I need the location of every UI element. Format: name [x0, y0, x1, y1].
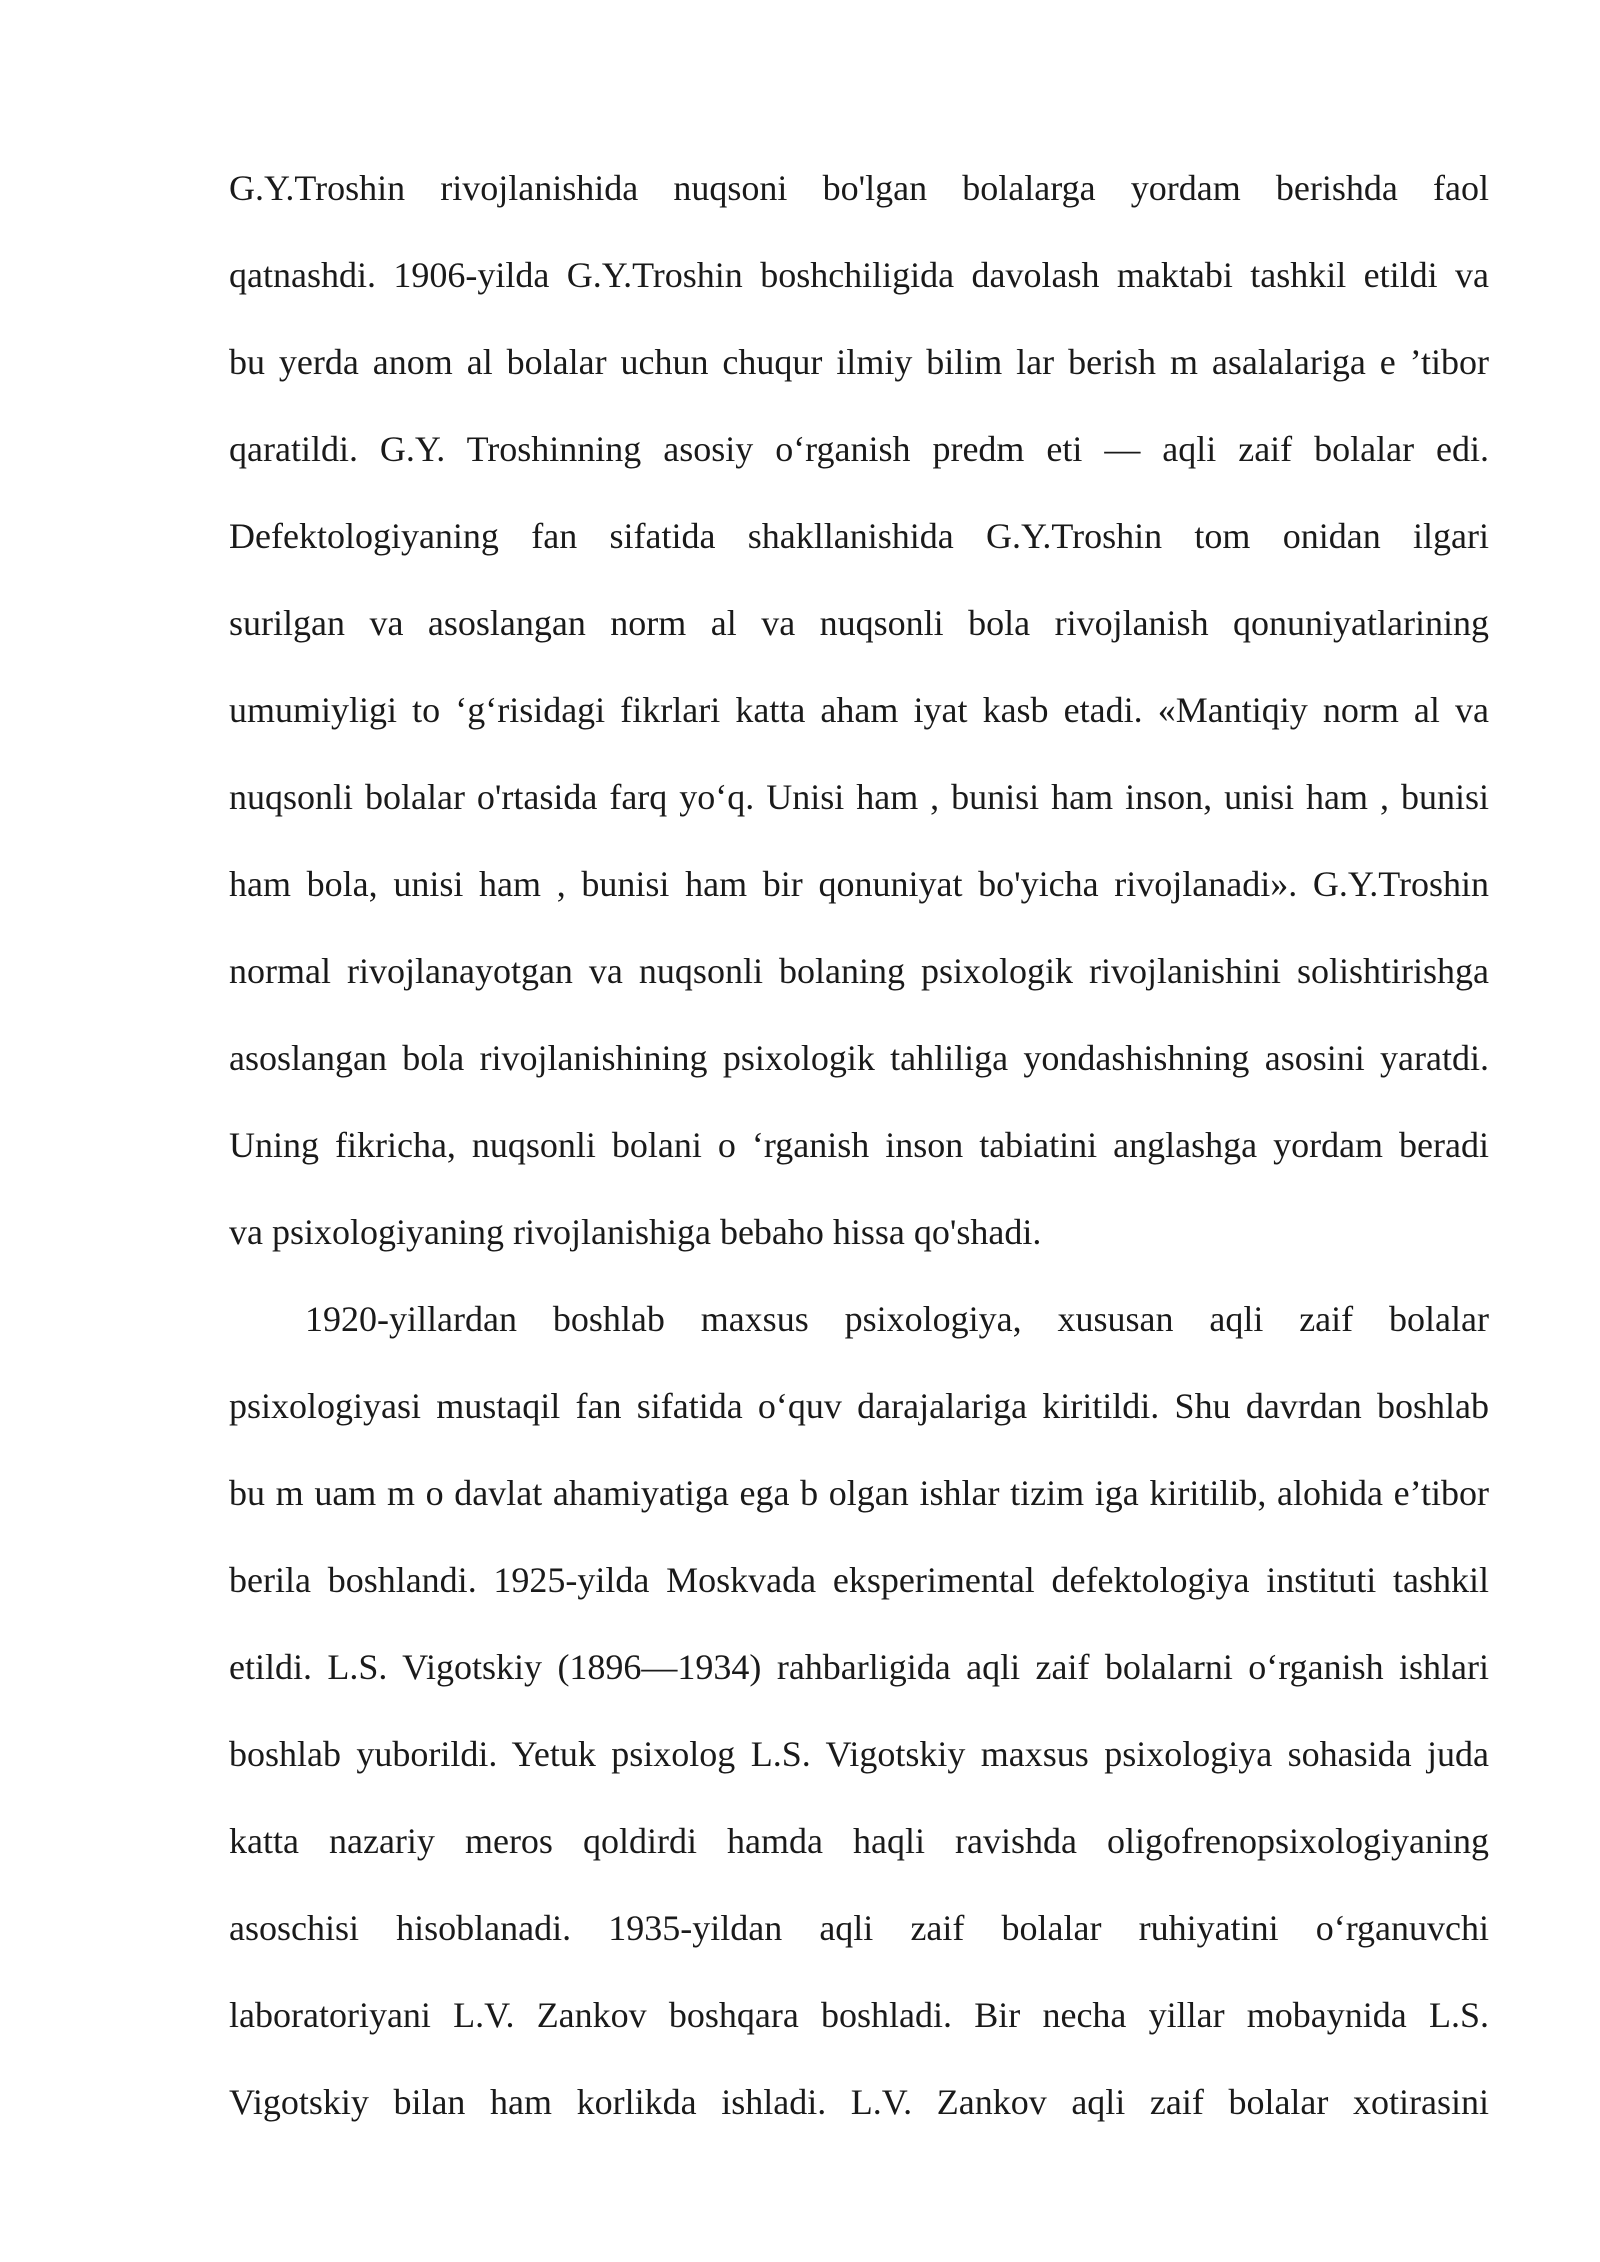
text-line: asoslangan bola rivojlanishining psixologik tahliliga yondashishning asosini yaratdi.	[229, 1038, 1489, 1078]
text-line: nuqsonli bolalar o'rtasida farq yo‘q. Unisi ham , bunisi ham inson, unisi ham , bunisi	[229, 777, 1489, 817]
text-line: Uning fikricha, nuqsonli bolani o ‘rganish inson tabiatini anglashga yordam beradi	[229, 1125, 1489, 1165]
text-line: bu yerda anom al bolalar uchun chuqur ilmiy bilim lar berish m asalalariga e ’tibor	[229, 342, 1489, 382]
text-line: Vigotskiy bilan ham korlikda ishladi. L.V. Zankov aqli zaif bolalar xotirasini	[229, 2082, 1489, 2122]
text-line: berila boshlandi. 1925-yilda Moskvada eksperimental defektologiya instituti tashkil	[229, 1560, 1489, 1600]
text-line: G.Y.Troshin rivojlanishida nuqsoni bo'lgan bolalarga yordam berishda faol	[229, 168, 1489, 208]
text-line: katta nazariy meros qoldirdi hamda haqli ravishda oligofrenopsixologiyaning	[229, 1821, 1489, 1861]
paragraph-1	[229, 145, 1489, 1276]
paragraph-2	[229, 1276, 1489, 2146]
text-line: 1920-yillardan boshlab maxsus psixologiya, xususan aqli zaif bolalar	[305, 1299, 1489, 1339]
document-body	[229, 145, 1489, 2146]
text-line: va psixologiyaning rivojlanishiga bebaho hissa qo'shadi.	[229, 1212, 1042, 1252]
text-line: normal rivojlanayotgan va nuqsonli bolaning psixologik rivojlanishini solishtirishga	[229, 951, 1489, 991]
text-line: laboratoriyani L.V. Zankov boshqara boshladi. Bir necha yillar mobaynida L.S.	[229, 1995, 1489, 2035]
text-line: qatnashdi. 1906-yilda G.Y.Troshin boshchiligida davolash maktabi tashkil etildi va	[229, 255, 1489, 295]
text-line: psixologiyasi mustaqil fan sifatida o‘quv darajalariga kiritildi. Shu davrdan boshlab	[229, 1386, 1489, 1426]
text-line: ham bola, unisi ham , bunisi ham bir qonuniyat bo'yicha rivojlanadi». G.Y.Troshin	[229, 864, 1489, 904]
text-line: qaratildi. G.Y. Troshinning asosiy o‘rganish predm eti — aqli zaif bolalar edi.	[229, 429, 1489, 469]
text-line: asoschisi hisoblanadi. 1935-yildan aqli zaif bolalar ruhiyatini o‘rganuvchi	[229, 1908, 1489, 1948]
text-line: bu m uam m o davlat ahamiyatiga ega b olgan ishlar tizim iga kiritilib, alohida e’tibor	[229, 1473, 1489, 1513]
text-line: etildi. L.S. Vigotskiy (1896—1934) rahbarligida aqli zaif bolalarni o‘rganish ishlari	[229, 1647, 1489, 1687]
text-line: boshlab yuborildi. Yetuk psixolog L.S. Vigotskiy maxsus psixologiya sohasida juda	[229, 1734, 1489, 1774]
text-line: umumiyligi to ‘g‘risidagi fikrlari katta aham iyat kasb etadi. «Mantiqiy norm al va	[229, 690, 1489, 730]
text-line: Defektologiyaning fan sifatida shakllanishida G.Y.Troshin tom onidan ilgari	[229, 516, 1489, 556]
text-line: surilgan va asoslangan norm al va nuqsonli bola rivojlanish qonuniyatlarining	[229, 603, 1489, 643]
